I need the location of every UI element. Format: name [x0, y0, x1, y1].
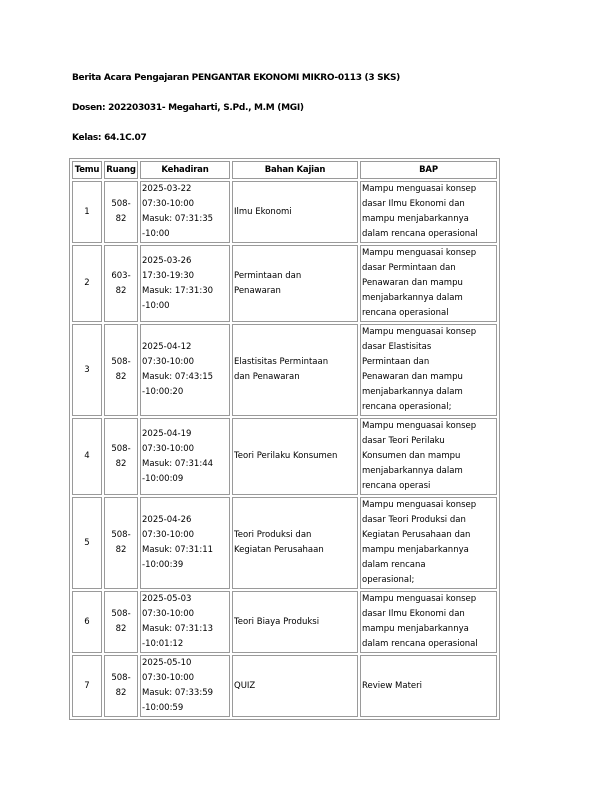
temu-text: 1	[84, 206, 90, 217]
kehadiran-cell	[140, 324, 230, 416]
bahan-kajian-cell	[232, 591, 358, 653]
ruang-text: 508-	[111, 199, 131, 209]
bap-text: Mampu menguasai konsep	[362, 248, 477, 258]
kehadiran-cell	[140, 245, 230, 322]
ruang-text: 82	[115, 545, 127, 555]
ruang-cell	[104, 591, 138, 653]
bap-text: dasar Elastisitas	[362, 342, 432, 352]
bap-text: dasar Permintaan dan	[362, 263, 456, 273]
kehadiran-text: 07:30-10:00	[142, 673, 195, 683]
table-row	[72, 591, 497, 653]
kehadiran-cell	[140, 181, 230, 243]
table-row	[72, 497, 497, 589]
bahan-text: QUIZ	[234, 680, 256, 691]
temu-cell	[72, 418, 102, 495]
ruang-text: 82	[115, 458, 127, 469]
temu-text: 7	[84, 680, 90, 691]
table-row	[72, 324, 497, 416]
bap-text: Penawaran dan mampu	[362, 372, 463, 382]
col-header-ruang: Ruang	[104, 161, 138, 179]
temu-text: 4	[84, 451, 90, 461]
ruang-text: 508-	[111, 530, 131, 540]
bap-cell	[360, 418, 497, 495]
col-header-bap: BAP	[360, 161, 497, 179]
ruang-text: 603-	[111, 270, 131, 281]
bahan-kajian-cell	[232, 655, 358, 717]
bap-text: mampu menjabarkannya	[362, 624, 469, 634]
kehadiran-text: 2025-04-12	[142, 342, 192, 352]
col-header-bahan-kajian: Bahan Kajian	[232, 161, 358, 179]
bap-cell	[360, 497, 497, 589]
bap-cell	[360, 181, 497, 243]
kehadiran-text: 2025-04-26	[142, 515, 192, 525]
bap-text: dasar Ilmu Ekonomi dan	[362, 199, 465, 209]
kehadiran-text: 07:30-10:00	[142, 357, 195, 367]
bap-cell	[360, 245, 497, 322]
bap-text: rencana operasional	[362, 308, 449, 318]
temu-text: 2	[84, 278, 90, 288]
temu-cell	[72, 181, 102, 243]
bap-text: Mampu menguasai konsep	[362, 184, 477, 194]
bahan-text: Teori Perilaku Konsumen	[234, 451, 338, 461]
bap-text: Permintaan dan	[362, 357, 430, 367]
class-line: Kelas: 64.1C.07	[72, 133, 147, 143]
ruang-cell	[104, 324, 138, 416]
kehadiran-text: -10:00:59	[142, 703, 184, 713]
table-row	[72, 181, 497, 243]
kehadiran-text: -10:01:12	[142, 639, 184, 649]
bap-text: Review Materi	[362, 680, 422, 691]
temu-text: 3	[84, 364, 90, 375]
bahan-kajian-cell	[232, 245, 358, 322]
kehadiran-text: -10:00:20	[142, 387, 184, 397]
bap-text: dasar Teori Produksi dan	[362, 515, 466, 525]
ruang-text: 82	[115, 688, 127, 698]
bahan-text: Ilmu Ekonomi	[234, 206, 292, 217]
temu-cell	[72, 655, 102, 717]
bahan-kajian-cell	[232, 418, 358, 495]
col-header-kehadiran: Kehadiran	[140, 161, 230, 179]
bap-text: Konsumen dan mampu	[362, 451, 461, 461]
ruang-cell	[104, 655, 138, 717]
bahan-text: Penawaran	[234, 285, 281, 296]
bap-text: dalam rencana	[362, 560, 426, 570]
table-row	[72, 245, 497, 322]
ruang-text: 508-	[111, 443, 131, 454]
kehadiran-text: Masuk: 07:31:13	[142, 624, 214, 634]
kehadiran-text: Masuk: 07:31:44	[142, 458, 214, 469]
bap-text: Mampu menguasai konsep	[362, 594, 477, 604]
kehadiran-cell	[140, 655, 230, 717]
bahan-text: Permintaan dan	[234, 270, 302, 281]
kehadiran-text: 2025-03-22	[142, 184, 192, 194]
temu-text: 5	[84, 537, 90, 548]
bap-text: rencana operasi	[362, 481, 431, 491]
bahan-kajian-cell	[232, 324, 358, 416]
bap-text: menjabarkannya dalam	[362, 466, 463, 476]
kehadiran-cell	[140, 591, 230, 653]
kehadiran-text: -10:00:39	[142, 560, 184, 570]
kehadiran-text: 07:30-10:00	[142, 443, 195, 454]
kehadiran-text: Masuk: 07:31:11	[142, 545, 214, 555]
kehadiran-text: 2025-05-03	[142, 594, 192, 604]
col-header-temu: Temu	[72, 161, 102, 179]
kehadiran-text: -10:00:09	[142, 473, 184, 484]
kehadiran-text: Masuk: 07:31:35	[142, 214, 214, 224]
bap-text: Mampu menguasai konsep	[362, 421, 477, 431]
bap-cell	[360, 324, 497, 416]
bahan-kajian-cell	[232, 181, 358, 243]
bap-text: dasar Ilmu Ekonomi dan	[362, 609, 465, 619]
kehadiran-text: 2025-04-19	[142, 428, 192, 439]
temu-text: 6	[84, 616, 90, 627]
ruang-cell	[104, 418, 138, 495]
kehadiran-text: 2025-05-10	[142, 658, 192, 668]
temu-cell	[72, 245, 102, 322]
bap-text: Mampu menguasai konsep	[362, 500, 477, 510]
bap-text: mampu menjabarkannya	[362, 545, 469, 555]
temu-cell	[72, 591, 102, 653]
bahan-text: dan Penawaran	[234, 372, 300, 382]
bahan-text: Kegiatan Perusahaan	[234, 545, 324, 555]
ruang-text: 82	[115, 624, 127, 634]
table-header-row	[72, 161, 497, 179]
kehadiran-text: Masuk: 07:33:59	[142, 688, 214, 698]
ruang-text: 82	[115, 372, 127, 382]
ruang-cell	[104, 181, 138, 243]
bahan-text: Elastisitas Permintaan	[234, 357, 329, 367]
kehadiran-text: 07:30-10:00	[142, 530, 195, 540]
kehadiran-text: 07:30-10:00	[142, 199, 195, 209]
ruang-text: 508-	[111, 673, 131, 683]
kehadiran-cell	[140, 418, 230, 495]
bahan-text: Teori Biaya Produksi	[234, 616, 320, 627]
bap-text: dalam rencana operasional	[362, 639, 478, 649]
table-row	[72, 418, 497, 495]
bahan-kajian-cell	[232, 497, 358, 589]
bap-text: operasional;	[362, 575, 415, 585]
bap-text: menjabarkannya dalam	[362, 387, 463, 397]
kehadiran-text: -10:00	[142, 229, 170, 239]
bap-text: dalam rencana operasional	[362, 229, 478, 239]
kehadiran-text: Masuk: 17:31:30	[142, 285, 214, 296]
bap-cell	[360, 655, 497, 717]
kehadiran-text: Masuk: 07:43:15	[142, 372, 214, 382]
table-row	[72, 655, 497, 717]
ruang-text: 508-	[111, 357, 131, 367]
bap-text: mampu menjabarkannya	[362, 214, 469, 224]
ruang-cell	[104, 245, 138, 322]
bap-cell	[360, 591, 497, 653]
teaching-record-table	[69, 158, 500, 720]
kehadiran-text: 07:30-10:00	[142, 609, 195, 619]
bap-text: menjabarkannya dalam	[362, 293, 463, 303]
ruang-cell	[104, 497, 138, 589]
kehadiran-text: -10:00	[142, 300, 170, 311]
bap-text: rencana operasional;	[362, 402, 452, 412]
course-title: Berita Acara Pengajaran PENGANTAR EKONOMI MIKRO-0113 (3 SKS)	[72, 73, 400, 83]
ruang-text: 82	[115, 214, 127, 224]
kehadiran-text: 2025-03-26	[142, 255, 192, 266]
kehadiran-cell	[140, 497, 230, 589]
bap-text: Penawaran dan mampu	[362, 278, 463, 288]
temu-cell	[72, 497, 102, 589]
table-body	[72, 181, 497, 717]
bahan-text: Teori Produksi dan	[234, 530, 312, 540]
bap-text: Kegiatan Perusahaan dan	[362, 530, 471, 540]
ruang-text: 82	[115, 285, 127, 296]
bap-text: dasar Teori Perilaku	[362, 436, 445, 446]
lecturer-line: Dosen: 202203031- Megaharti, S.Pd., M.M (MGI)	[72, 103, 304, 113]
bap-text: Mampu menguasai konsep	[362, 327, 477, 337]
kehadiran-text: 17:30-19:30	[142, 270, 195, 281]
temu-cell	[72, 324, 102, 416]
ruang-text: 508-	[111, 609, 131, 619]
